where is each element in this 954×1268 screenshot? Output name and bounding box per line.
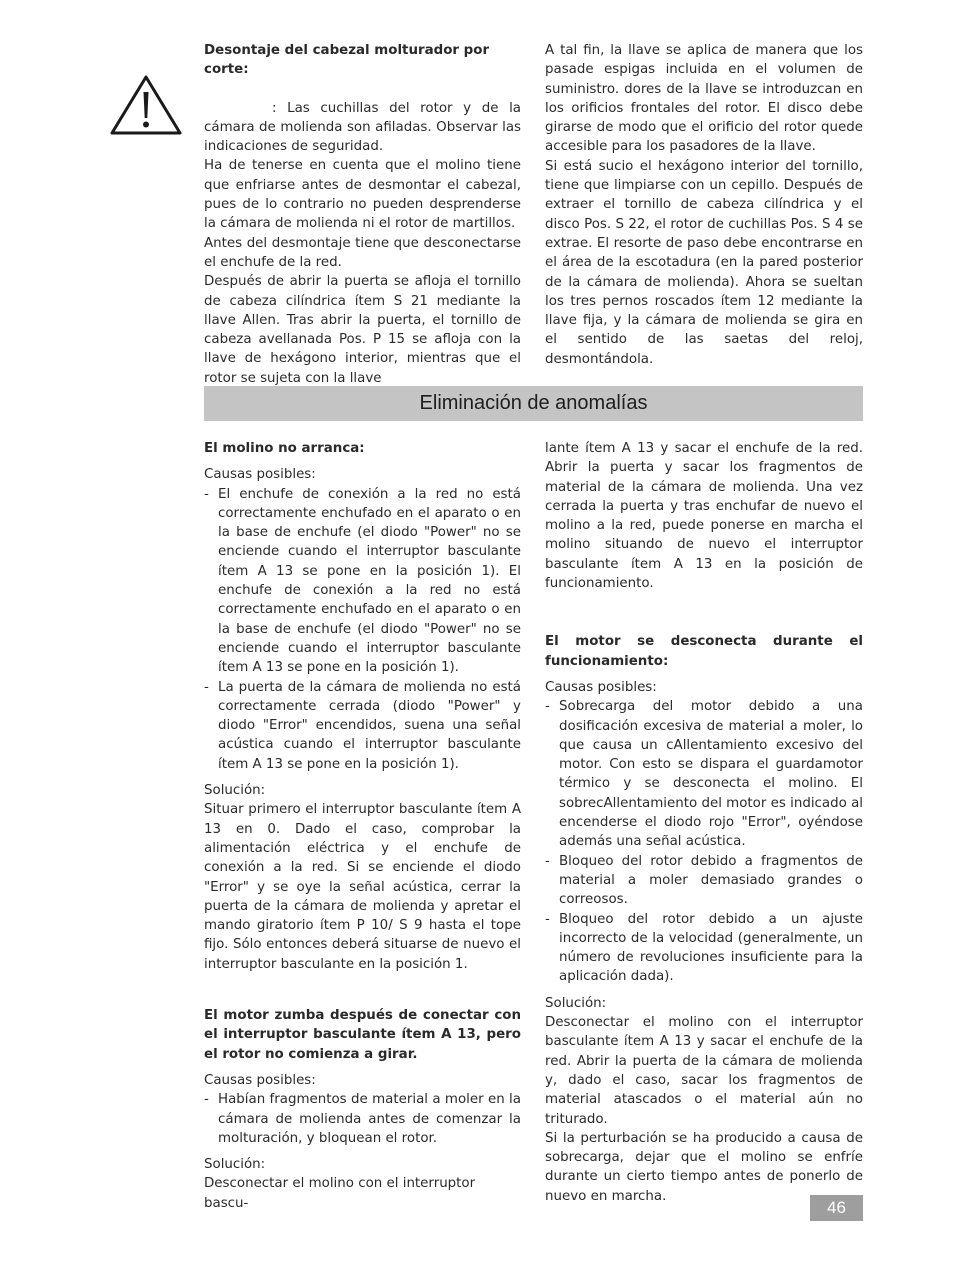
top-left-column xyxy=(204,41,521,388)
paragraph: Ha de tenerse en cuenta que el molino tiene que enfriarse antes de desmontar el cabezal, pues de lo contrario no pueden desprenderse la cámara de molienda ni el rotor de martillos. xyxy=(204,158,521,232)
list-item: - Sobrecarga del motor debido a una dosificación excesiva de material a moler, lo que causa un cAllentamiento excesivo del motor. Con esto se dispara el guardamotor térmico y se desconecta el molino. El sobrecAllentamiento del motor es indicado al encenderse el diodo rojo "Error", oyéndose además una señal acústica. xyxy=(545,697,863,851)
s3-solution: Desconectar el molino con el interruptor basculante ítem A 13 y sacar el enchufe de la red. Abrir la puerta de la cámara de molienda y, dado el caso, sacar los fragmentos de material atascados o el material aún no triturado. xyxy=(545,1015,863,1127)
s3-heading: El motor se desconecta durante el funcionamiento: xyxy=(545,634,863,669)
paragraph: Si está sucio el hexágono interior del tornillo, tiene que limpiarse con un cepillo. Después de extraer el tornillo de cabeza cilíndrica y el disco Pos. S 22, el rotor de cuchillas Pos. S 4 se extrae. El resorte de paso debe encontrarse en el área de la escotadura (en la pared posterior de la cámara de molienda). Ahora se sueltan los tres pernos roscados ítem 12 mediante la llave fija, y la cámara de molienda se gira en el sentido de las saetas del reloj, desmontándola. xyxy=(545,158,863,367)
bottom-right-column xyxy=(545,439,863,1206)
s1-heading: El molino no arranca: xyxy=(204,441,365,456)
paragraph: Después de abrir la puerta se afloja el tornillo de cabeza cilíndrica ítem S 21 mediante la llave Allen. Tras abrir la puerta, el tornillo de cabeza avellanada Pos. P 15 se afloja con la llave de hexágono interior, mientras que el rotor se sujeta con la llave xyxy=(204,274,521,386)
s2-solution-start: Desconectar el molino con el interruptor bascu- xyxy=(204,1176,476,1211)
list-item: - Bloqueo del rotor debido a un ajuste incorrecto de la velocidad (generalmente, un número de revoluciones insuficiente para la aplicación dada). xyxy=(545,910,863,987)
s2-causes-list xyxy=(204,1090,521,1148)
section-title: Eliminación de anomalías xyxy=(419,391,648,414)
s1-solution-label: Solución: xyxy=(204,783,266,799)
bottom-left-column xyxy=(204,439,521,1213)
s2-heading: El motor zumba después de conectar con el interruptor basculante ítem A 13, pero el rotor no comienza a girar. xyxy=(204,1008,521,1062)
s2-solution-continued: lante ítem A 13 y sacar el enchufe de la red. Abrir la puerta y sacar los fragmentos de material de la cámara de molienda. Una vez cerrada la puerta y tras enchufar de nuevo el molino a la red, puede ponerse en marcha el molino situando de nuevo el interruptor basculante ítem A 13 en la posición de funcionamiento. xyxy=(545,441,863,592)
paragraph: Antes del desmontaje tiene que desconectarse el enchufe de la red. xyxy=(204,235,521,270)
warning-triangle-icon xyxy=(110,74,182,136)
warning-text: : Las cuchillas del rotor y de la cámara de molienda son afiladas. Observar las indicaciones de seguridad. xyxy=(204,100,521,155)
s1-causes-list xyxy=(204,485,521,774)
list-item: - Bloqueo del rotor debido a fragmentos de material a moler demasiado grandes o correosos. xyxy=(545,852,863,910)
s3-solution: Si la perturbación se ha producido a causa de sobrecarga, dejar que el molino se enfríe durante un cierto tiempo antes de ponerlo de nuevo en marcha. xyxy=(545,1130,863,1204)
s3-causes-label: Causas posibles: xyxy=(545,679,657,695)
list-item: - El enchufe de conexión a la red no está correctamente enchufado en el aparato o en la base de enchufe (el diodo "Power" no se enciende cuando el interruptor basculante ítem A 13 se pone en la posición 1). El enchufe de conexión a la red no está correctamente enchufado en el aparato o en la base de enchufe (el diodo "Power" no se enciende cuando el interruptor basculante ítem A 13 se pone en la posición 1). xyxy=(204,485,521,678)
s2-solution-label: Solución: xyxy=(204,1157,266,1173)
s1-solution: Situar primero el interruptor basculante ítem A 13 en 0. Dado el caso, comprobar la alimentación eléctrica y el enchufe de conexión a la red. Si se enciende el diodo "Error" y se oye la señal acústica, cerrar la puerta de la cámara de molienda y apretar el mando giratorio ítem P 10/ S 9 hasta el tope fijo. Sólo entonces deberá situarse de nuevo el interruptor basculante en la posición 1. xyxy=(204,802,521,972)
list-item: - La puerta de la cámara de molienda no está correctamente cerrada (diodo "Power" y diodo "Error" encendidos, suena una señal acústica cuando el interruptor basculante ítem A 13 se pone en la posición 1). xyxy=(204,678,521,774)
list-item: - Habían fragmentos de material a moler en la cámara de molienda antes de comenzar la molturación, y bloquean el rotor. xyxy=(204,1090,521,1148)
section-title-banner xyxy=(204,386,863,421)
page-number-box xyxy=(810,1195,863,1221)
paragraph: A tal fin, la llave se aplica de manera que los pasade espigas incluida en el volumen de suministro. dores de la llave se introduzcan en los orificios frontales del rotor. El disco debe girarse de modo que el orificio del rotor quede accesible para los pasadores de la llave. xyxy=(545,43,863,155)
s1-causes-label: Causas posibles: xyxy=(204,467,316,483)
s2-causes-label: Causas posibles: xyxy=(204,1072,316,1088)
s3-solution-label: Solución: xyxy=(545,995,607,1011)
disassembly-heading: Desontaje del cabezal molturador por corte: xyxy=(204,43,490,78)
s3-causes-list xyxy=(545,697,863,986)
page-number: 46 xyxy=(827,1198,846,1218)
top-right-column xyxy=(545,41,863,369)
